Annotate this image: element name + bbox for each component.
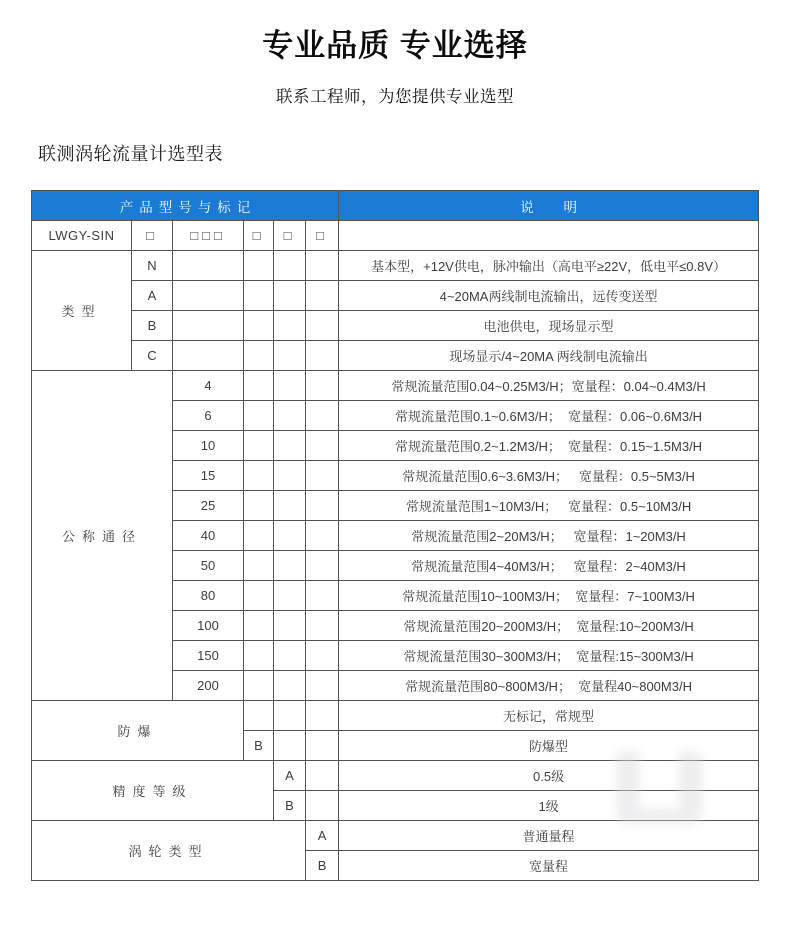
empty-cell [274, 611, 306, 641]
desc-cell: 防爆型 [339, 731, 759, 761]
empty-cell [244, 491, 274, 521]
header-product-model [32, 191, 339, 221]
empty-cell [306, 611, 339, 641]
empty-cell [173, 281, 244, 311]
code-cell: C [132, 341, 173, 371]
table-row [32, 251, 759, 281]
group-label-diameter: 公称通径 [32, 371, 173, 701]
table-row [32, 371, 759, 401]
desc-cell: 常规流量范围0.04~0.25M3/H；宽量程：0.04~0.4M3/H [339, 371, 759, 401]
empty-cell [274, 311, 306, 341]
page-header [0, 28, 790, 107]
empty-cell [244, 371, 274, 401]
empty-cell [173, 311, 244, 341]
empty-cell [244, 521, 274, 551]
desc-cell: 无标记，常规型 [339, 701, 759, 731]
empty-cell [173, 251, 244, 281]
model-row [32, 221, 759, 251]
table-row [32, 821, 759, 851]
empty-cell [306, 791, 339, 821]
desc-cell: 常规流量范围0.1~0.6M3/H； 宽量程：0.06~0.6M3/H [339, 401, 759, 431]
group-label-accuracy: 精度等级 [32, 761, 274, 821]
empty-desc-cell [339, 221, 759, 251]
code-cell: 15 [173, 461, 244, 491]
group-label-turbine-type: 涡轮类型 [32, 821, 306, 881]
empty-cell [244, 611, 274, 641]
empty-cell [244, 311, 274, 341]
code-cell: N [132, 251, 173, 281]
empty-cell [274, 341, 306, 371]
code-cell: 100 [173, 611, 244, 641]
empty-cell [244, 281, 274, 311]
empty-cell [306, 701, 339, 731]
empty-cell [274, 731, 306, 761]
desc-cell: 常规流量范围20~200M3/H； 宽量程:10~200M3/H [339, 611, 759, 641]
desc-cell: 电池供电，现场显示型 [339, 311, 759, 341]
page-subtitle: 联系工程师，为您提供专业选型 [276, 88, 514, 106]
code-cell: 6 [173, 401, 244, 431]
group-label-explosion-proof: 防爆 [32, 701, 244, 761]
code-cell: 25 [173, 491, 244, 521]
code-cell: 80 [173, 581, 244, 611]
code-cell: 150 [173, 641, 244, 671]
code-cell: B [244, 731, 274, 761]
empty-cell [306, 521, 339, 551]
empty-cell [306, 461, 339, 491]
code-placeholder-cell: □ [306, 221, 339, 251]
empty-cell [306, 341, 339, 371]
header-description-label: 说明 [520, 199, 608, 215]
desc-cell: 普通量程 [339, 821, 759, 851]
empty-cell [244, 671, 274, 701]
empty-cell [306, 491, 339, 521]
empty-cell [244, 641, 274, 671]
empty-cell [306, 371, 339, 401]
desc-cell: 常规流量范围2~20M3/H； 宽量程：1~20M3/H [339, 521, 759, 551]
header-description [339, 191, 759, 221]
code-cell: 4 [173, 371, 244, 401]
page-title: 专业品质 专业选择 [262, 28, 528, 63]
empty-cell [274, 491, 306, 521]
empty-cell [274, 431, 306, 461]
table-row [32, 701, 759, 731]
desc-cell: 常规流量范围0.2~1.2M3/H； 宽量程：0.15~1.5M3/H [339, 431, 759, 461]
empty-cell [306, 671, 339, 701]
desc-cell: 宽量程 [339, 851, 759, 881]
empty-cell [244, 581, 274, 611]
desc-cell: 0.5级 [339, 761, 759, 791]
empty-cell [306, 281, 339, 311]
empty-cell [306, 761, 339, 791]
code-cell: 10 [173, 431, 244, 461]
empty-cell [244, 431, 274, 461]
code-cell [244, 701, 274, 731]
code-cell: A [306, 821, 339, 851]
empty-cell [173, 341, 244, 371]
table-row [32, 311, 759, 341]
empty-cell [274, 281, 306, 311]
empty-cell [244, 401, 274, 431]
desc-cell: 常规流量范围4~40M3/H； 宽量程：2~40M3/H [339, 551, 759, 581]
empty-cell [274, 641, 306, 671]
empty-cell [274, 581, 306, 611]
table-row [32, 761, 759, 791]
code-cell: B [132, 311, 173, 341]
empty-cell [306, 251, 339, 281]
code-cell: B [306, 851, 339, 881]
empty-cell [306, 641, 339, 671]
empty-cell [244, 341, 274, 371]
empty-cell [306, 431, 339, 461]
desc-cell: 常规流量范围80~800M3/H； 宽量程40~800M3/H [339, 671, 759, 701]
desc-cell: 常规流量范围30~300M3/H； 宽量程:15~300M3/H [339, 641, 759, 671]
table-row [32, 341, 759, 371]
code-placeholder-cell: □ [274, 221, 306, 251]
empty-cell [274, 461, 306, 491]
code-placeholder-cell: □ [244, 221, 274, 251]
header-product-model-label: 产品型号与标记 [119, 199, 257, 215]
desc-cell: 1级 [339, 791, 759, 821]
table-row [32, 281, 759, 311]
code-cell: A [132, 281, 173, 311]
section-title: 联测涡轮流量计选型表 [38, 144, 223, 164]
empty-cell [274, 251, 306, 281]
code-cell: B [274, 791, 306, 821]
empty-cell [244, 461, 274, 491]
code-placeholder-cell: □□□ [173, 221, 244, 251]
empty-cell [306, 311, 339, 341]
model-name-cell: LWGY-SIN [32, 221, 132, 251]
empty-cell [274, 701, 306, 731]
empty-cell [306, 581, 339, 611]
desc-cell: 现场显示/4~20MA 两线制电流输出 [339, 341, 759, 371]
empty-cell [306, 551, 339, 581]
code-cell: 40 [173, 521, 244, 551]
desc-cell: 常规流量范围1~10M3/H； 宽量程：0.5~10M3/H [339, 491, 759, 521]
table-header-row [32, 191, 759, 221]
empty-cell [244, 551, 274, 581]
empty-cell [274, 371, 306, 401]
empty-cell [274, 521, 306, 551]
code-placeholder-cell: □ [132, 221, 173, 251]
desc-cell: 常规流量范围10~100M3/H； 宽量程：7~100M3/H [339, 581, 759, 611]
code-cell: 200 [173, 671, 244, 701]
empty-cell [274, 401, 306, 431]
code-cell: 50 [173, 551, 244, 581]
empty-cell [306, 401, 339, 431]
desc-cell: 常规流量范围0.6~3.6M3/H； 宽量程：0.5~5M3/H [339, 461, 759, 491]
empty-cell [274, 551, 306, 581]
empty-cell [274, 671, 306, 701]
selection-table [31, 190, 759, 881]
desc-cell: 4~20MA两线制电流输出，远传变送型 [339, 281, 759, 311]
desc-cell: 基本型，+12V供电，脉冲输出（高电平≥22V，低电平≤0.8V） [339, 251, 759, 281]
group-label-type: 类型 [32, 251, 132, 371]
empty-cell [244, 251, 274, 281]
code-cell: A [274, 761, 306, 791]
empty-cell [306, 731, 339, 761]
